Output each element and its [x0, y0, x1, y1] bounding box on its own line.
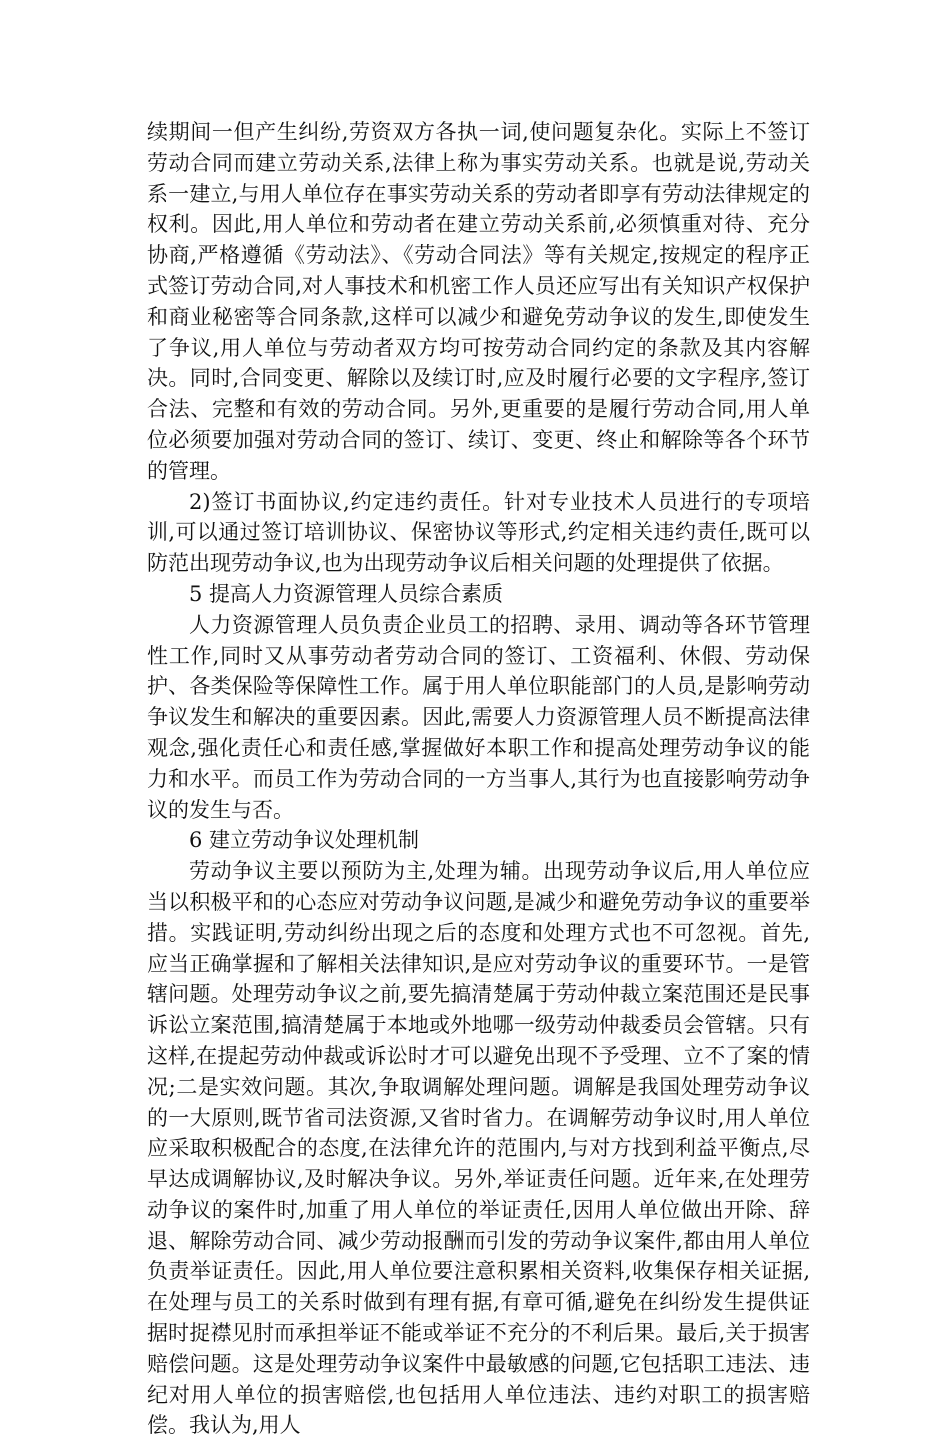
paragraph-dispute-mechanism: 劳动争议主要以预防为主,处理为辅。出现劳动争议后,用人单位应当以积极平和的心态应对劳动争议问题,是减少和避免劳动争议的重要举措。实践证明,劳动纠纷出现之后的态度和处理方式也不可忽视。首先,应当正确掌握和了解相关法律知识,是应对劳动争议的重要环节。一是管辖问题。处理劳动争议之前,要先搞清楚属于劳动仲裁立案范围还是民事诉讼立案范围,搞清楚属于本地或外地哪一级劳动仲裁委员会管辖。只有这样,在提起劳动仲裁或诉讼时才可以避免出现不予受理、立不了案的情况;二是实效问题。其次,争取调解处理问题。调解是我国处理劳动争议的一大原则,既节省司法资源,又省时省力。在调解劳动争议时,用人单位应采取积极配合的态度,在法律允许的范围内,与对方找到利益平衡点,尽早达成调解协议,及时解决争议。另外,举证责任问题。近年来,在处理劳动争议的案件时,加重了用人单位的举证责任,因用人单位做出开除、辞退、解除劳动合同、减少劳动报酬而引发的劳动争议案件,都由用人单位负责举证责任。因此,用人单位要注意积累相关资料,收集保存相关证据,在处理与员工的关系时做到有理有据,有章可循,避免在纠纷发生提供证据时捉襟见肘而承担举证不能或举证不充分的不利后果。最后,关于损害赔偿问题。这是处理劳动争议案件中最敏感的问题,它包括职工违法、违纪对用人单位的损害赔偿,也包括用人单位违法、违约对职工的损害赔偿。我认为,用人 — [147, 859, 810, 1438]
section-heading-5: 5 提高人力资源管理人员综合素质 — [189, 581, 504, 606]
section-heading-6: 6 建立劳动争议处理机制 — [189, 828, 420, 853]
document-page — [147, 117, 810, 1441]
paragraph-written-agreement: 2)签订书面协议,约定违约责任。针对专业技术人员进行的专项培训,可以通过签订培训协议、保密协议等形式,约定相关违约责任,既可以防范出现劳动争议,也为出现劳动争议后相关问题的处理提供了依据。 — [147, 489, 810, 576]
paragraph-hr-staff-quality: 人力资源管理人员负责企业员工的招聘、录用、调动等各环节管理性工作,同时又从事劳动者劳动合同的签订、工资福利、休假、劳动保护、各类保险等保障性工作。属于用人单位职能部门的人员,是影响劳动争议发生和解决的重要因素。因此,需要人力资源管理人员不断提高法律观念,强化责任心和责任感,掌握做好本职工作和提高处理劳动争议的能力和水平。而员工作为劳动合同的一方当事人,其行为也直接影响劳动争议的发生与否。 — [147, 612, 810, 822]
paragraph-continuation: 续期间一但产生纠纷,劳资双方各执一词,使问题复杂化。实际上不签订劳动合同而建立劳动关系,法律上称为事实劳动关系。也就是说,劳动关系一建立,与用人单位存在事实劳动关系的劳动者即享有劳动法律规定的权利。因此,用人单位和劳动者在建立劳动关系前,必须慎重对待、充分协商,严格遵循《劳动法》、《劳动合同法》等有关规定,按规定的程序正式签订劳动合同,对人事技术和机密工作人员还应写出有关知识产权保护和商业秘密等合同条款,这样可以减少和避免劳动争议的发生,即使发生了争议,用人单位与劳动者双方均可按劳动合同约定的条款及其内容解决。同时,合同变更、解除以及续订时,应及时履行必要的文字程序,签订合法、完整和有效的劳动合同。另外,更重要的是履行劳动合同,用人单位必须要加强对劳动合同的签订、续订、变更、终止和解除等各个环节的管理。 — [147, 120, 810, 483]
